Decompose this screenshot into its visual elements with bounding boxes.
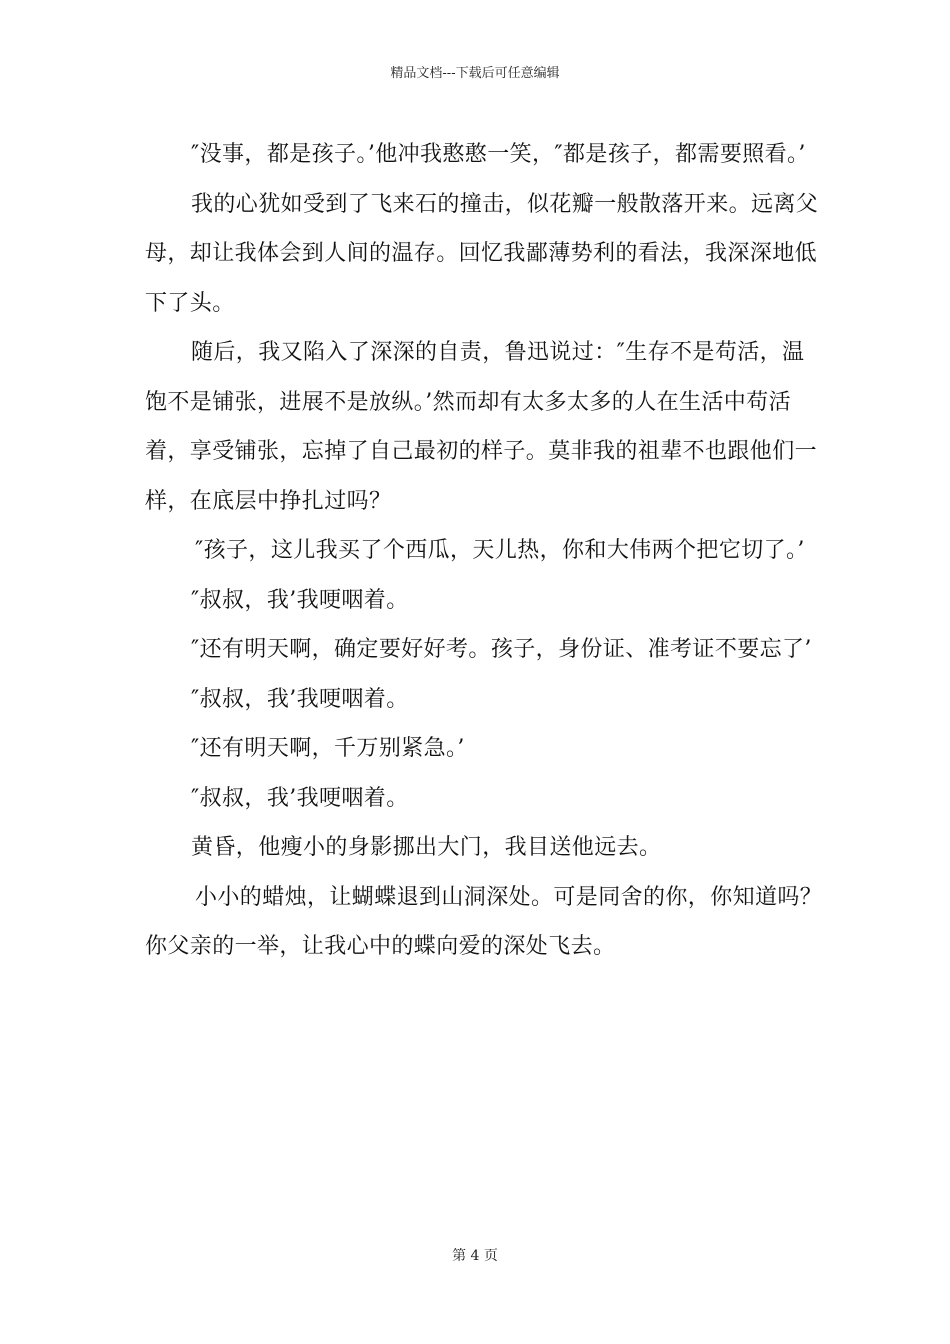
paragraph-9: ″叔叔，我’我哽咽着。 <box>191 785 409 811</box>
paragraph-10: 黄昏，他瘦小的身影挪出大门，我目送他远去。 <box>191 835 662 860</box>
paragraph-7: ″叔叔，我’我哽咽着。 <box>191 686 409 712</box>
document-body <box>145 130 825 972</box>
paragraph-8: ″还有明天啊，千万别紧急。’ <box>191 736 465 761</box>
page-number: 第 4 页 <box>452 1248 498 1264</box>
paragraph-2: 我的心犹如受到了飞来石的撞击，似花瓣一般散落开来。远离父母，却让我体会到人间的温存。回忆我鄙薄势利的看法，我深深地低下了头。 <box>145 191 819 316</box>
paragraph-11: 小小的蜡烛，让蝴蝶退到山洞深处。可是同舍的你，你知道吗？你父亲的一举，让我心中的蝶向爱的深处飞去。 <box>145 884 823 959</box>
paragraph-3: 随后，我又陷入了深深的自责，鲁迅说过：″生存不是苟活，温饱不是铺张，进展不是放纵。’然而却有太多太多的人在生活中苟活着，享受铺张，忘掉了自己最初的样子。莫非我的祖辈不也跟他们一样，在底层中挣扎过吗？ <box>145 340 818 514</box>
paragraph-5: ″叔叔，我’我哽咽着。 <box>191 587 409 613</box>
paragraph-4: ″孩子，这儿我买了个西瓜，天儿热，你和大伟两个把它切了。’ <box>195 538 805 563</box>
paragraph-6: ″还有明天啊，确定要好好考。孩子，身份证、准考证不要忘了’ <box>191 637 812 662</box>
page-header: 精品文档---下载后可任意编辑 <box>390 66 560 81</box>
paragraph-1: ″没事，都是孩子。’他冲我憨憨一笑，″都是孩子，都需要照看。’ <box>191 142 806 167</box>
